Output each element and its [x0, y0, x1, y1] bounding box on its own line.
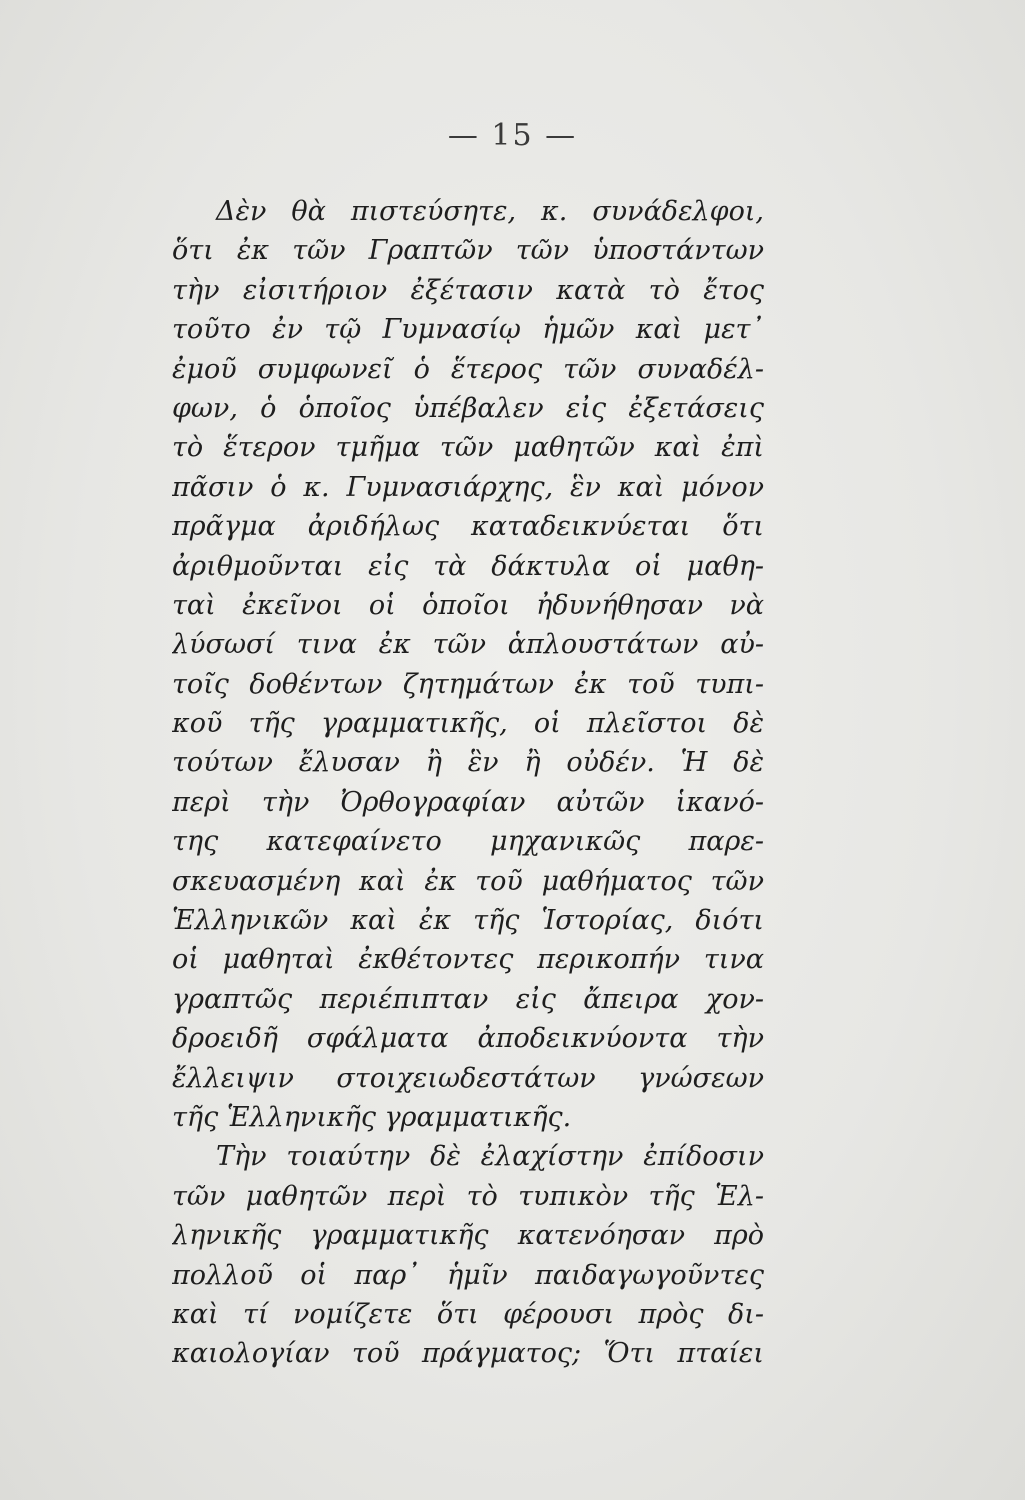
text-line: γραπτῶς περιέπιπταν εἰς ἄπειρα χον-	[172, 983, 764, 1015]
text-line: τοῦτο ἐν τῷ Γυμνασίῳ ἡμῶν καὶ μετ᾽	[172, 314, 764, 346]
text-line: τῆς Ἑλληνικῆς γραμματικῆς.	[172, 1101, 572, 1133]
text-line: τοῖς δοθέντων ζητημάτων ἐκ τοῦ τυπι-	[172, 668, 764, 700]
text-line: καὶ τί νομίζετε ὅτι φέρουσι πρὸς δι-	[172, 1298, 764, 1330]
text-line: κοῦ τῆς γραμματικῆς, οἱ πλεῖστοι δὲ	[172, 708, 764, 740]
body-text	[172, 192, 764, 1374]
text-line: τὴν εἰσιτήριον ἐξέτασιν κατὰ τὸ ἔτος	[172, 274, 764, 306]
text-line: Δὲν θὰ πιστεύσητε, κ. συνάδελφοι,	[216, 196, 764, 227]
text-line: καιολογίαν τοῦ πράγματος; Ὅτι πταίει	[172, 1338, 764, 1370]
text-line: ἀριθμοῦνται εἰς τὰ δάκτυλα οἱ μαθη-	[172, 550, 764, 582]
text-line: της κατεφαίνετο μηχανικῶς παρε-	[172, 826, 764, 858]
text-line: σκευασμένη καὶ ἐκ τοῦ μαθήματος τῶν	[172, 865, 764, 897]
text-line: Ἑλληνικῶν καὶ ἐκ τῆς Ἱστορίας, διότι	[172, 905, 764, 937]
text-line: λύσωσί τινα ἐκ τῶν ἁπλουστάτων αὐ-	[172, 629, 764, 661]
text-line: Τὴν τοιαύτην δὲ ἐλαχίστην ἐπίδοσιν	[216, 1141, 764, 1173]
text-line: πολλοῦ οἱ παρ᾽ ἡμῖν παιδαγωγοῦντες	[172, 1259, 764, 1291]
text-line: ὅτι ἐκ τῶν Γραπτῶν τῶν ὑποστάντων	[172, 235, 764, 267]
text-line: δροειδῆ σφάλματα ἀποδεικνύοντα τὴν	[172, 1023, 764, 1055]
text-line: ἔλλειψιν στοιχειωδεστάτων γνώσεων	[172, 1062, 764, 1094]
text-line: πᾶσιν ὁ κ. Γυμνασιάρχης, ἓν καὶ μόνον	[172, 471, 764, 503]
text-line: φων, ὁ ὁποῖος ὑπέβαλεν εἰς ἐξετάσεις	[172, 392, 764, 424]
text-line: τούτων ἔλυσαν ἢ ἓν ἢ οὐδέν. Ἡ δὲ	[172, 747, 764, 779]
text-line: πρᾶγμα ἀριδήλως καταδεικνύεται ὅτι	[172, 511, 764, 543]
text-line: τὸ ἕτερον τμῆμα τῶν μαθητῶν καὶ ἐπὶ	[172, 432, 764, 464]
text-line: περὶ τὴν Ὀρθογραφίαν αὐτῶν ἱκανό-	[172, 786, 764, 818]
text-line: ἐμοῦ συμφωνεῖ ὁ ἕτερος τῶν συναδέλ-	[172, 353, 764, 385]
text-line: ληνικῆς γραμματικῆς κατενόησαν πρὸ	[172, 1220, 764, 1252]
page-number: — 15 —	[447, 118, 578, 153]
text-line: οἱ μαθηταὶ ἐκθέτοντες περικοπήν τινα	[172, 944, 764, 976]
text-line: τῶν μαθητῶν περὶ τὸ τυπικὸν τῆς Ἑλ-	[172, 1180, 764, 1212]
text-line: ταὶ ἐκεῖνοι οἱ ὁποῖοι ἠδυνήθησαν νὰ	[172, 589, 764, 621]
